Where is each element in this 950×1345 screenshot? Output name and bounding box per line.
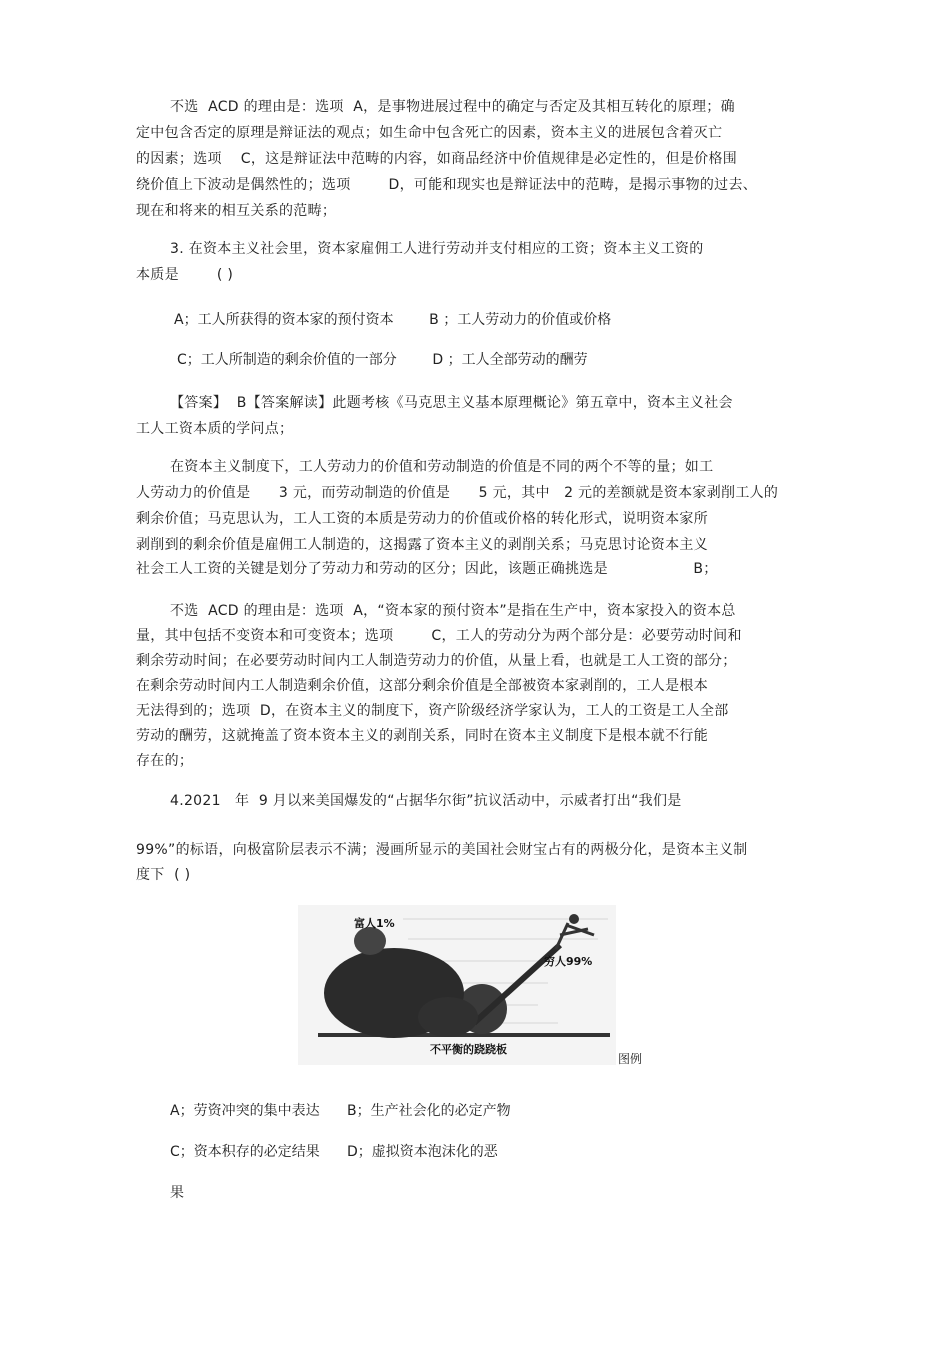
text-line: 剩余劳动时间；在必要劳动时间内工人制造劳动力的价值，从量上看，也就是工人工资的部分； — [136, 653, 737, 669]
text-line: 在剩余劳动时间内工人制造剩余价值，这部分剩余价值是全部被资本家剥削的，工人是根本 — [136, 678, 708, 694]
option-c: C；资本积存的必定结果 — [170, 1144, 320, 1160]
text-line: 的因素；选项 C，这是辩证法中范畴的内容，如商品经济中价值规律是必定性的，但是价格围 — [136, 151, 738, 167]
text-line: 在资本主义制度下，工人劳动力的价值和劳动制造的价值是不同的两个不等的量；如工 — [170, 459, 714, 475]
poor-person-head — [569, 914, 579, 924]
text-line: 定中包含否定的原理是辩证法的观点；如生命中包含死亡的因素，资本主义的进展包含着灭亡 — [136, 125, 723, 141]
question-text: 度下 ( ) — [136, 867, 191, 883]
text-line: 劳动的酬劳，这就掩盖了资本资本主义的剥削关系，同时在资本主义制度下是根本就不行能 — [136, 728, 708, 744]
question-text: 本质是 ( ) — [136, 267, 234, 283]
options-row-ab: A；工人所获得的资本家的预付资本 B ；工人劳动力的价值或价格 — [174, 312, 612, 328]
question-text: 4.2021 年 9 月以来美国爆发的“占据华尔街”抗议活动中，示威者打出“我们是 — [170, 793, 682, 809]
options-row-cd: C；工人所制造的剩余价值的一部分 D ；工人全部劳动的酬劳 — [177, 352, 588, 368]
figure-caption: 图例 — [618, 1052, 643, 1066]
text-line: 无法得到的；选项 D，在资本主义的制度下，资产阶级经济学家认为，工人的工资是工人全部 — [136, 703, 729, 719]
question-text: 3. 在资本主义社会里，资本家雇佣工人进行劳动并支付相应的工资；资本主义工资的 — [170, 241, 704, 257]
text-line: 不选 ACD 的理由是：选项 A，是事物进展过程中的确定与否定及其相互转化的原理；确 — [170, 99, 735, 115]
label-unbalanced-seesaw: 不平衡的跷跷板 — [430, 1043, 507, 1056]
answer-text: 工人工资本质的学问点； — [136, 421, 294, 437]
question-text: 99%”的标语，向极富阶层表示不满；漫画所显示的美国社会财宝占有的两极分化，是资本主义制 — [136, 842, 748, 858]
option-b: B；生产社会化的必定产物 — [347, 1103, 511, 1119]
text-line: 不选 ACD 的理由是：选项 A，“资本家的预付资本”是指在生产中，资本家投入的资本总 — [170, 603, 736, 619]
rich-person-head — [354, 927, 386, 955]
option-d-continued: 果 — [170, 1185, 184, 1201]
label-rich: 富人1% — [354, 917, 395, 930]
text-line: 现在和将来的相互关系的范畴； — [136, 203, 337, 219]
text-line: 剥削到的剩余价值是雇佣工人制造的，这揭露了资本主义的剥削关系；马克思讨论资本主义 — [136, 537, 708, 553]
answer-text: 【答案】 B【答案解读】此题考核《马克思主义基本原理概论》第五章中，资本主义社会 — [170, 395, 733, 411]
rich-person-body — [418, 997, 478, 1037]
seesaw-illustration — [298, 905, 616, 1065]
option-a: A；劳资冲突的集中表达 — [170, 1103, 320, 1119]
seesaw-cartoon — [298, 905, 616, 1065]
text-line: 社会工人工资的关键是划分了劳动力和劳动的区分；因此，该题正确挑选是 B； — [136, 561, 718, 577]
label-poor: 穷人99% — [544, 955, 593, 968]
text-line: 存在的； — [136, 753, 194, 769]
text-line: 量，其中包括不变资本和可变资本；选项 C，工人的劳动分为两个部分是：必要劳动时间和 — [136, 628, 742, 644]
option-d: D；虚拟资本泡沫化的恶 — [347, 1144, 498, 1160]
text-line: 绕价值上下波动是偶然性的；选项 D，可能和现实也是辩证法中的范畴，是揭示事物的过去、 — [136, 177, 758, 193]
text-line: 剩余价值；马克思认为，工人工资的本质是劳动力的价值或价格的转化形式，说明资本家所 — [136, 511, 708, 527]
text-line: 人劳动力的价值是 3 元，而劳动制造的价值是 5 元，其中 2 元的差额就是资本家剥削工人的 — [136, 485, 779, 501]
